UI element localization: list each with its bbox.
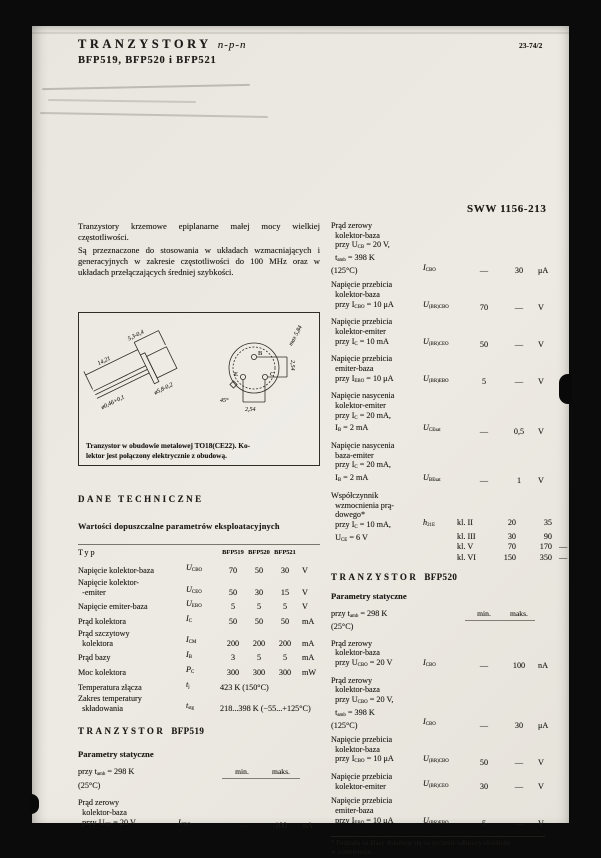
param-min-value: 50 <box>479 339 489 349</box>
param-unit: V <box>538 757 544 767</box>
parameter-symbol: $I_B$ <box>186 650 193 661</box>
param-row <box>331 735 545 767</box>
table-row <box>78 614 320 627</box>
param-row <box>78 798 320 831</box>
gain-class-max: 170 <box>539 542 552 552</box>
pencil-mark <box>40 112 268 117</box>
param-symbol: $I_{CBO}$ <box>423 717 436 728</box>
value-bfp520: 200 <box>252 638 266 648</box>
transistor-outline-drawing <box>82 316 316 426</box>
parameter-name: Napięcie kolektor- -emiter <box>78 577 139 597</box>
param-unit: V <box>538 426 544 436</box>
param-symbol: $U_{BEsat}$ <box>423 473 441 484</box>
limits-table <box>78 544 320 714</box>
pencil-mark <box>42 84 250 90</box>
value-bfp519: 300 <box>226 668 240 678</box>
gain-class-label: kl. VI <box>457 552 476 562</box>
param-name: Prąd zerowy kolektor-baza przy $U_{CBO} = 20$ V <box>331 638 393 669</box>
param-name: Napięcie przebicia kolektor-baza przy $I_{CBO} = 10$ μA <box>331 735 394 765</box>
parameter-name: Moc kolektora <box>78 668 126 678</box>
param-max-value: — <box>514 376 524 386</box>
param-unit: V <box>538 476 544 486</box>
section-heading-wartosci: Wartości dopuszczalne parametrów eksploatacyjnych <box>78 522 280 531</box>
param-max-value: 100 <box>512 661 526 671</box>
param-row <box>331 441 545 486</box>
gain-class-max: 90 <box>543 531 552 541</box>
gain-class-label: kl. V <box>457 542 474 552</box>
param-unit: V <box>538 339 544 349</box>
table-row <box>78 578 320 598</box>
parameter-value: 218...398 K (−55...+125°C) <box>220 704 311 714</box>
dim-pin-pitch-vertical-label: 2,54 <box>289 360 295 371</box>
param-symbol: $U_{(BR)EBO}$ <box>423 815 449 826</box>
document-page <box>32 26 569 857</box>
value-bfp520: 300 <box>252 668 266 678</box>
param-max-value: 0,5 <box>513 426 525 436</box>
parameter-unit: V <box>302 602 308 612</box>
param-name: Napięcie przebicia kolektor-emiter <box>331 772 393 791</box>
param-min-value: 50 <box>479 757 489 767</box>
value-bfp519: 50 <box>228 587 238 597</box>
intro-paragraph-2: Są przeznaczone do stosowania w układach wzmacniających i generacyjnych w zakresie częstotliwości do 100 MHz oraz w układach przełączających średniej szybkości. <box>78 245 320 277</box>
param-name: Napięcie nasycenia baza-emiter przy $I_C = 20$ mA, $I_B = 2$ mA <box>331 441 395 484</box>
param-min-value: — <box>479 476 489 486</box>
page-title <box>78 37 247 52</box>
figure-caption: Tranzystor w obudowie metalowej TO18(CE22). Ko- lektor jest połączony elektrycznie z obudową. <box>86 441 251 460</box>
gain-class-row <box>423 532 567 543</box>
param-row <box>331 354 545 386</box>
param-max-value: 30 <box>514 265 524 275</box>
value-bfp519: 5 <box>230 602 236 612</box>
value-bfp520: 5 <box>256 602 262 612</box>
gain-class-min: 20 <box>507 518 516 528</box>
param-row <box>331 675 549 730</box>
value-bfp521: 5 <box>282 653 288 663</box>
param-min-value: — <box>479 720 489 730</box>
subsection-parametry-statyczne: Parametry statyczne <box>331 590 407 601</box>
param-row <box>331 280 545 312</box>
param-unit: V <box>538 376 544 386</box>
parameter-name: Zakres temperatury składowania <box>78 694 142 714</box>
param-unit: μA <box>538 720 549 730</box>
gain-parameter-block <box>331 491 568 563</box>
left-column <box>78 221 320 836</box>
pin-label-b: B <box>258 350 263 357</box>
gain-class-row <box>423 553 567 564</box>
gain-class-note: — <box>559 552 568 562</box>
parameter-name: Napięcie emiter-baza <box>78 602 148 612</box>
parameter-symbol: $P_C$ <box>186 664 195 676</box>
scan-blot <box>559 374 572 404</box>
param-unit: μA <box>538 265 549 275</box>
param-unit: nA <box>303 820 314 830</box>
section-heading-bfp520: TRANZYSTOR BFP520 <box>331 572 458 583</box>
gain-class-label: kl. III <box>457 531 476 541</box>
table-row <box>78 680 320 693</box>
param-min-value: 5 <box>481 818 487 828</box>
value-bfp521: 5 <box>282 602 288 612</box>
scan-blot <box>29 794 39 814</box>
table-row <box>78 650 320 663</box>
document-reference: 23-74/2 <box>519 41 543 50</box>
parameter-name: Temperatura złącza <box>78 682 142 692</box>
sww-code: SWW 1156-213 <box>467 203 547 215</box>
param-symbol: $U_{(BR)CEO}$ <box>423 778 449 789</box>
gain-class-label: kl. II <box>457 518 473 528</box>
table-row <box>78 599 320 612</box>
gain-class-row <box>423 518 567 532</box>
value-bfp521: 200 <box>278 638 292 648</box>
parameter-symbol: $t_{stg}$ <box>186 701 195 712</box>
gain-class-note <box>559 532 567 543</box>
param-name: Napięcie nasycenia kolektor-emiter przy $I_C = 20$ mA, $I_B = 2$ mA <box>331 391 395 434</box>
dim-lead-length-label: 14,21 <box>96 355 112 368</box>
parameter-value: 423 K (150°C) <box>220 682 269 692</box>
param-max-value: — <box>514 781 524 791</box>
section-heading-dane-techniczne: DANE TECHNICZNE <box>78 494 204 504</box>
title-text: TRANZYSTORY <box>78 37 212 51</box>
param-max-value: 1 <box>516 476 522 486</box>
parameter-unit: mA <box>302 617 315 627</box>
value-bfp519: 50 <box>228 617 238 627</box>
param-symbol: $U_{CEsat}$ <box>423 423 441 434</box>
column-header-model: BFP520 <box>248 549 270 556</box>
parameter-name: Prąd szczytowy kolektora <box>78 628 130 648</box>
param-name: Napięcie przebicia emiter-baza przy $I_{EBO} = 10$ μA <box>331 354 394 384</box>
table-row <box>78 694 320 714</box>
param-name: Prąd zerowy kolektor-baza przy $U_{CBO} = 20$ V, $t_{amb} = 398$ K (125°C) <box>331 675 394 730</box>
param-max-value: — <box>514 757 524 767</box>
param-min-value: — <box>479 265 489 275</box>
value-bfp520: 50 <box>254 617 264 627</box>
dim-lead-diameter-label: ø0,46+0,1 <box>100 394 126 411</box>
value-bfp520: 50 <box>254 566 264 576</box>
value-bfp521: 300 <box>278 668 292 678</box>
param-unit: nA <box>538 661 549 671</box>
param-name: Napięcie przebicia kolektor-baza przy $I_{CBO} = 10$ μA <box>331 280 394 310</box>
parameter-unit: mA <box>302 653 315 663</box>
value-bfp519: 3 <box>230 653 236 663</box>
condition-text: przy $t_{amb} = 298$ K (25°C) <box>331 609 388 632</box>
value-bfp519: 70 <box>228 566 238 576</box>
page-header <box>78 37 247 66</box>
dim-max-diameter-label: max 5,84 <box>288 324 304 348</box>
value-bfp520: 30 <box>254 587 264 597</box>
parameter-symbol: $I_C$ <box>186 613 193 625</box>
parameter-unit: V <box>302 587 308 597</box>
parameter-unit: V <box>302 566 308 576</box>
param-max-value: — <box>514 818 524 828</box>
param-min-value: — <box>237 820 247 830</box>
gain-class-min: 150 <box>503 552 516 562</box>
param-symbol: $U_{(BR)CBO}$ <box>423 299 449 310</box>
param-max-value: — <box>514 339 524 349</box>
param-max-value: 30 <box>514 720 524 730</box>
package-figure <box>78 312 320 466</box>
parameter-symbol: $I_{CM}$ <box>186 635 197 646</box>
column-header-max: maks. <box>503 609 535 621</box>
param-min-value: 5 <box>481 376 487 386</box>
param-unit: V <box>538 781 544 791</box>
dim-body-length-label: 5,3-0,4 <box>127 329 146 343</box>
param-symbol: $I_{CBO}$ <box>178 817 191 828</box>
gain-class-note <box>559 518 567 532</box>
param-name: Napięcie przebicia emiter-baza przy $I_{EBO} = 10$ μA <box>331 796 394 826</box>
value-bfp521: 30 <box>280 566 290 576</box>
condition-text: przy $t_{amb} = 298$ K (25°C) <box>78 767 135 790</box>
pencil-mark <box>48 99 196 103</box>
gain-class-row <box>423 542 567 553</box>
param-row <box>331 391 545 436</box>
parameter-unit: mW <box>302 668 317 678</box>
condition-header-row <box>78 767 320 790</box>
param-row <box>331 796 545 828</box>
column-header-max: maks. <box>262 767 300 779</box>
gain-class-note: — <box>559 542 568 552</box>
column-header-model: BFP521 <box>274 549 296 556</box>
intro-paragraph-1: Tranzystory krzemowe epiplanarne małej mocy wielkiej częstotliwości. <box>78 221 320 242</box>
parameter-symbol: $U_{CEO}$ <box>186 584 202 595</box>
param-name: Współczynnik wzmocnienia prą- dowego* przy $I_C = 10$ mA, $U_{CE} = 6$ V <box>331 491 394 543</box>
param-symbol: $h_{21E}$ <box>423 518 435 529</box>
gain-class-max: 350 <box>539 552 552 562</box>
right-column <box>331 221 568 858</box>
table-row <box>78 665 320 678</box>
parameter-symbol: $t_j$ <box>186 679 190 690</box>
subsection-parametry-statyczne: Parametry statyczne <box>78 749 154 760</box>
column-header-model: BFP519 <box>222 549 244 556</box>
parameter-symbol: $U_{CBO}$ <box>186 563 203 574</box>
param-name: Prąd zerowy kolektor-baza przy $U_{CB} = 20$ V <box>78 797 136 828</box>
parameter-name: Prąd kolektora <box>78 617 126 627</box>
column-header-min: min. <box>465 609 503 621</box>
condition-header-row <box>331 609 545 631</box>
section-heading-bfp519: TRANZYSTOR BFP519 <box>78 726 205 737</box>
param-min-value: — <box>479 661 489 671</box>
gain-class-table <box>423 518 567 563</box>
value-bfp520: 5 <box>256 653 262 663</box>
param-unit: V <box>538 818 544 828</box>
column-header-min: min. <box>222 767 262 779</box>
param-symbol: $U_{(BR)CBO}$ <box>423 754 449 765</box>
param-row <box>331 772 545 791</box>
column-header-typ: Typ <box>78 548 97 557</box>
dim-angle-label: 45° <box>220 398 229 404</box>
footnote: * Podziału na klasy dokonuje się na życzenie odbiorcy określone w zamówieniu. <box>331 836 545 858</box>
limits-table-header <box>78 544 320 558</box>
dim-body-diameter-label: ø5,8-0,2 <box>153 382 175 397</box>
parameter-symbol: $U_{EBO}$ <box>186 599 202 610</box>
param-row <box>331 317 545 349</box>
param-unit: V <box>538 302 544 312</box>
param-min-value: 70 <box>479 302 489 312</box>
dim-pin-pitch-horizontal-label: 2,54 <box>245 407 256 413</box>
param-max-value: — <box>514 302 524 312</box>
param-symbol: $U_{(BR)EBO}$ <box>423 373 449 384</box>
gain-class-max: 35 <box>543 518 552 528</box>
pin-label-c: C <box>270 371 275 378</box>
param-row <box>331 638 549 671</box>
parameter-name: Napięcie kolektor-baza <box>78 566 154 576</box>
param-symbol: $I_{CBO}$ <box>423 658 436 669</box>
page-subtitle: BFP519, BFP520 i BFP521 <box>78 55 217 66</box>
param-row <box>331 221 549 275</box>
param-name: Prąd zerowy kolektor-baza przy $U_{CB} = 20$ V, $t_{amb} = 398$ K (125°C) <box>331 221 390 275</box>
param-symbol: $I_{CBO}$ <box>423 262 436 273</box>
param-name: Napięcie przebicia kolektor-emiter przy $I_C = 10$ mA <box>331 317 393 347</box>
value-bfp519: 200 <box>226 638 240 648</box>
table-row <box>78 629 320 649</box>
param-symbol: $U_{(BR)CEO}$ <box>423 336 449 347</box>
param-max-value: 100 <box>274 820 288 830</box>
scan-streak <box>32 32 569 34</box>
param-min-value: 30 <box>479 781 489 791</box>
value-bfp521: 15 <box>280 587 290 597</box>
parameter-name: Prąd bazy <box>78 653 111 663</box>
param-min-value: — <box>479 426 489 436</box>
title-transistor-type: n-p-n <box>217 39 247 51</box>
gain-class-min: 70 <box>507 542 516 552</box>
value-bfp521: 50 <box>280 617 290 627</box>
gain-class-min: 30 <box>507 531 516 541</box>
table-row <box>78 563 320 576</box>
parameter-unit: mA <box>302 638 315 648</box>
pin-label-e: E <box>234 371 238 378</box>
